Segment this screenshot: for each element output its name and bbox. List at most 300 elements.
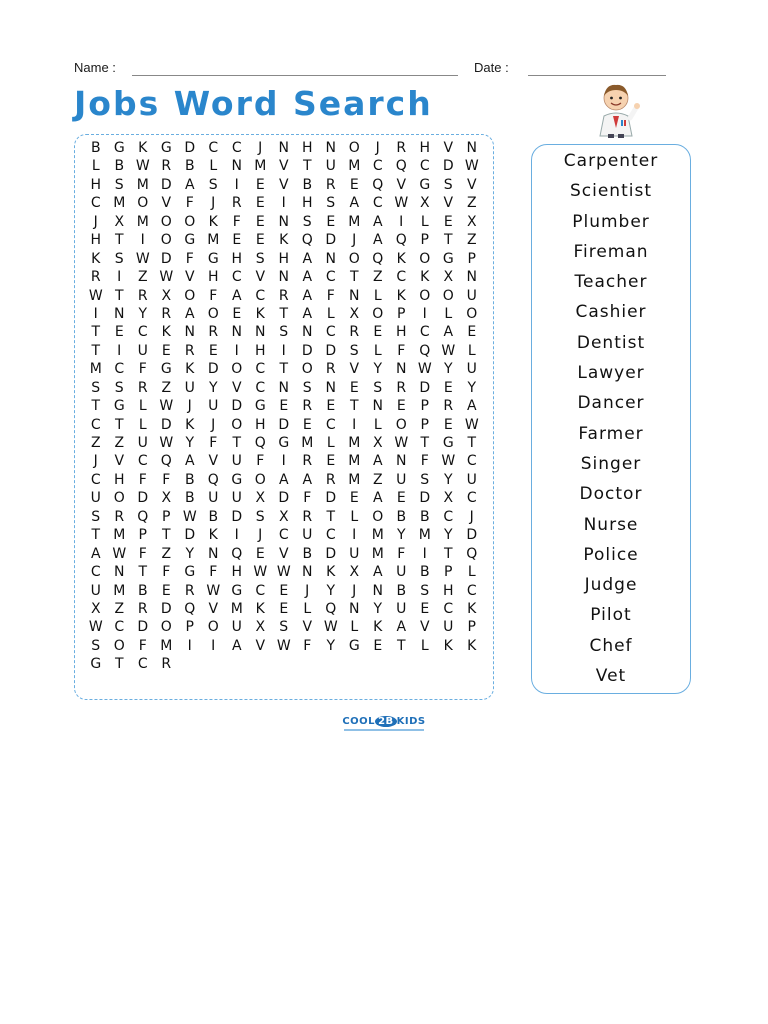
grid-letter[interactable]: O [442, 287, 454, 304]
grid-letter[interactable]: Q [301, 232, 313, 249]
grid-letter[interactable]: K [255, 305, 265, 322]
grid-letter[interactable]: H [254, 342, 266, 359]
grid-letter[interactable]: N [278, 213, 289, 230]
grid-letter[interactable]: S [443, 176, 453, 193]
grid-letter[interactable]: S [349, 342, 359, 359]
grid-letter[interactable]: F [162, 471, 171, 488]
grid-letter[interactable]: E [349, 379, 359, 396]
grid-letter[interactable]: I [399, 213, 404, 230]
grid-letter[interactable]: Y [138, 305, 148, 322]
grid-letter[interactable]: E [443, 379, 453, 396]
grid-letter[interactable]: A [231, 287, 242, 304]
grid-letter[interactable]: O [254, 471, 266, 488]
grid-letter[interactable]: D [137, 490, 149, 507]
grid-letter[interactable]: G [442, 435, 454, 451]
grid-letter[interactable]: C [419, 158, 430, 175]
grid-letter[interactable]: L [303, 600, 312, 617]
grid-letter[interactable]: M [348, 213, 361, 230]
grid-letter[interactable]: E [302, 416, 312, 433]
grid-letter[interactable]: W [88, 619, 103, 636]
grid-letter[interactable]: P [185, 619, 194, 636]
grid-letter[interactable]: Z [161, 379, 172, 396]
grid-letter[interactable]: D [442, 158, 454, 175]
grid-letter[interactable]: F [138, 361, 147, 378]
grid-letter[interactable]: E [373, 637, 383, 654]
grid-letter[interactable]: I [352, 416, 357, 433]
grid-letter[interactable]: X [90, 600, 101, 617]
grid-letter[interactable]: O [137, 195, 149, 212]
grid-letter[interactable]: W [135, 250, 150, 267]
grid-letter[interactable]: O [113, 490, 125, 507]
grid-letter[interactable]: I [211, 637, 216, 654]
grid-letter[interactable]: O [113, 637, 125, 654]
grid-letter[interactable]: K [208, 527, 218, 544]
grid-letter[interactable]: I [422, 545, 427, 562]
grid-letter[interactable]: L [350, 508, 359, 525]
grid-letter[interactable]: X [349, 305, 360, 322]
grid-letter[interactable]: X [372, 435, 383, 451]
grid-letter[interactable]: D [325, 342, 337, 359]
grid-letter[interactable]: O [372, 508, 384, 525]
grid-letter[interactable]: G [184, 232, 196, 249]
grid-letter[interactable]: D [160, 600, 172, 617]
grid-letter[interactable]: S [114, 176, 124, 193]
grid-letter[interactable]: N [231, 158, 242, 175]
grid-letter[interactable]: B [137, 582, 148, 599]
grid-letter[interactable]: R [184, 342, 195, 359]
grid-letter[interactable]: C [466, 582, 477, 599]
grid-letter[interactable]: T [349, 269, 359, 286]
grid-letter[interactable]: V [255, 637, 266, 654]
grid-letter[interactable]: W [276, 637, 291, 654]
grid-letter[interactable]: K [467, 600, 477, 617]
grid-letter[interactable]: T [91, 398, 101, 415]
grid-letter[interactable]: T [91, 527, 101, 544]
grid-letter[interactable]: E [420, 600, 430, 617]
grid-letter[interactable]: I [234, 342, 239, 359]
grid-letter[interactable]: J [305, 582, 310, 599]
grid-letter[interactable]: I [281, 342, 286, 359]
grid-letter[interactable]: N [302, 324, 313, 341]
grid-letter[interactable]: Q [207, 471, 219, 488]
grid-letter[interactable]: U [208, 398, 219, 415]
grid-letter[interactable]: F [162, 564, 171, 581]
grid-letter[interactable]: D [160, 250, 172, 267]
grid-letter[interactable]: K [161, 324, 171, 341]
grid-letter[interactable]: W [394, 195, 409, 212]
name-field[interactable] [132, 75, 458, 76]
grid-letter[interactable]: K [326, 564, 336, 581]
grid-letter[interactable]: A [184, 176, 195, 193]
grid-letter[interactable]: V [161, 195, 172, 212]
grid-letter[interactable]: M [113, 582, 126, 599]
grid-letter[interactable]: A [278, 471, 289, 488]
grid-letter[interactable]: N [349, 287, 360, 304]
grid-letter[interactable]: N [372, 582, 383, 599]
grid-letter[interactable]: N [325, 379, 336, 396]
grid-letter[interactable]: E [114, 324, 124, 341]
grid-letter[interactable]: K [443, 637, 453, 654]
grid-letter[interactable]: C [419, 324, 430, 341]
grid-letter[interactable]: U [325, 158, 336, 175]
grid-letter[interactable]: M [89, 361, 102, 378]
grid-letter[interactable]: P [420, 232, 429, 249]
grid-letter[interactable]: E [373, 324, 383, 341]
grid-letter[interactable]: I [281, 195, 286, 212]
grid-letter[interactable]: B [419, 564, 430, 581]
grid-letter[interactable]: B [184, 471, 195, 488]
grid-letter[interactable]: F [138, 637, 147, 654]
grid-letter[interactable]: C [137, 656, 148, 673]
grid-letter[interactable]: N [278, 269, 289, 286]
grid-letter[interactable]: L [138, 398, 147, 415]
grid-letter[interactable]: P [138, 527, 147, 544]
grid-letter[interactable]: E [255, 195, 265, 212]
grid-letter[interactable]: I [117, 342, 122, 359]
grid-letter[interactable]: L [326, 305, 335, 322]
grid-letter[interactable]: N [184, 324, 195, 341]
grid-letter[interactable]: A [372, 564, 383, 581]
grid-letter[interactable]: I [234, 176, 239, 193]
grid-letter[interactable]: S [279, 324, 289, 341]
grid-letter[interactable]: Y [208, 379, 218, 396]
grid-letter[interactable]: W [88, 287, 103, 304]
grid-letter[interactable]: V [208, 453, 219, 470]
grid-letter[interactable]: R [208, 324, 219, 341]
grid-letter[interactable]: N [349, 600, 360, 617]
grid-letter[interactable]: S [302, 379, 312, 396]
grid-letter[interactable]: U [466, 361, 477, 378]
grid-letter[interactable]: V [302, 619, 313, 636]
grid-letter[interactable]: H [395, 324, 407, 341]
grid-letter[interactable]: C [372, 195, 383, 212]
grid-letter[interactable]: E [326, 213, 336, 230]
grid-letter[interactable]: B [419, 508, 430, 525]
grid-letter[interactable]: R [137, 287, 148, 304]
grid-letter[interactable]: P [467, 250, 476, 267]
grid-letter[interactable]: K [91, 250, 101, 267]
grid-letter[interactable]: F [209, 435, 218, 451]
grid-letter[interactable]: Y [326, 637, 336, 654]
grid-letter[interactable]: C [396, 269, 407, 286]
grid-letter[interactable]: H [231, 250, 243, 267]
grid-letter[interactable]: C [325, 269, 336, 286]
grid-letter[interactable]: D [325, 545, 337, 562]
grid-letter[interactable]: E [279, 582, 289, 599]
grid-letter[interactable]: J [211, 195, 216, 212]
grid-letter[interactable]: A [396, 619, 407, 636]
grid-letter[interactable]: T [302, 158, 312, 175]
grid-letter[interactable]: U [349, 545, 360, 562]
grid-letter[interactable]: H [419, 140, 431, 156]
grid-letter[interactable]: X [255, 490, 266, 507]
grid-letter[interactable]: O [160, 213, 172, 230]
grid-letter[interactable]: A [443, 324, 454, 341]
grid-letter[interactable]: G [113, 398, 125, 415]
grid-letter[interactable]: K [138, 140, 148, 156]
grid-letter[interactable]: M [348, 453, 361, 470]
grid-letter[interactable]: O [348, 140, 360, 156]
grid-letter[interactable]: U [137, 435, 148, 451]
grid-letter[interactable]: Z [372, 269, 383, 286]
grid-letter[interactable]: K [420, 269, 430, 286]
grid-letter[interactable]: Z [114, 435, 125, 451]
grid-letter[interactable]: L [373, 416, 382, 433]
grid-letter[interactable]: W [323, 619, 338, 636]
grid-letter[interactable]: Q [395, 232, 407, 249]
grid-letter[interactable]: R [325, 361, 336, 378]
grid-letter[interactable]: I [117, 269, 122, 286]
grid-letter[interactable]: T [232, 435, 242, 451]
grid-letter[interactable]: R [161, 305, 172, 322]
grid-letter[interactable]: T [114, 656, 124, 673]
grid-letter[interactable]: K [396, 250, 406, 267]
grid-letter[interactable]: G [278, 435, 290, 451]
grid-letter[interactable]: M [348, 435, 361, 451]
grid-letter[interactable]: M [160, 637, 173, 654]
grid-letter[interactable]: S [420, 471, 430, 488]
grid-letter[interactable]: R [302, 398, 313, 415]
grid-letter[interactable]: R [114, 508, 125, 525]
grid-letter[interactable]: T [114, 287, 124, 304]
grid-letter[interactable]: B [396, 508, 407, 525]
grid-letter[interactable]: E [255, 213, 265, 230]
grid-letter[interactable]: G [231, 582, 243, 599]
grid-letter[interactable]: W [394, 435, 409, 451]
grid-letter[interactable]: S [208, 176, 218, 193]
grid-letter[interactable]: W [112, 545, 127, 562]
grid-letter[interactable]: S [91, 637, 101, 654]
grid-letter[interactable]: Q [137, 508, 149, 525]
grid-letter[interactable]: C [137, 453, 148, 470]
grid-letter[interactable]: T [91, 342, 101, 359]
grid-letter[interactable]: E [349, 176, 359, 193]
grid-letter[interactable]: T [420, 435, 430, 451]
grid-letter[interactable]: K [185, 416, 195, 433]
grid-letter[interactable]: M [371, 527, 384, 544]
grid-letter[interactable]: O [231, 361, 243, 378]
grid-letter[interactable]: F [185, 195, 194, 212]
grid-letter[interactable]: E [161, 342, 171, 359]
grid-letter[interactable]: D [160, 416, 172, 433]
grid-letter[interactable]: Q [184, 600, 196, 617]
grid-letter[interactable]: F [209, 564, 218, 581]
grid-letter[interactable]: O [395, 416, 407, 433]
grid-letter[interactable]: D [231, 398, 243, 415]
grid-letter[interactable]: B [396, 582, 407, 599]
grid-letter[interactable]: X [278, 508, 289, 525]
grid-letter[interactable]: W [159, 398, 174, 415]
grid-letter[interactable]: X [443, 269, 454, 286]
grid-letter[interactable]: E [326, 398, 336, 415]
grid-letter[interactable]: Y [373, 361, 383, 378]
grid-letter[interactable]: K [373, 619, 383, 636]
grid-letter[interactable]: D [325, 232, 337, 249]
grid-letter[interactable]: C [255, 582, 266, 599]
grid-letter[interactable]: D [160, 176, 172, 193]
grid-letter[interactable]: F [232, 213, 241, 230]
grid-letter[interactable]: U [90, 490, 101, 507]
grid-letter[interactable]: E [232, 232, 242, 249]
grid-letter[interactable]: B [114, 158, 125, 175]
grid-letter[interactable]: D [419, 379, 431, 396]
grid-letter[interactable]: J [93, 453, 98, 470]
grid-letter[interactable]: R [443, 398, 454, 415]
grid-letter[interactable]: Q [372, 250, 384, 267]
grid-letter[interactable]: N [302, 564, 313, 581]
grid-letter[interactable]: O [348, 250, 360, 267]
grid-letter[interactable]: A [184, 453, 195, 470]
grid-letter[interactable]: Y [443, 361, 453, 378]
grid-letter[interactable]: G [184, 564, 196, 581]
grid-letter[interactable]: H [231, 564, 243, 581]
grid-letter[interactable]: C [255, 379, 266, 396]
grid-letter[interactable]: H [90, 176, 102, 193]
grid-letter[interactable]: C [90, 471, 101, 488]
grid-letter[interactable]: R [90, 269, 101, 286]
grid-letter[interactable]: L [350, 619, 359, 636]
grid-letter[interactable]: T [349, 398, 359, 415]
grid-letter[interactable]: Q [372, 176, 384, 193]
grid-letter[interactable]: C [90, 195, 101, 212]
grid-letter[interactable]: V [396, 176, 407, 193]
grid-letter[interactable]: R [161, 656, 172, 673]
grid-letter[interactable]: I [281, 453, 286, 470]
grid-letter[interactable]: V [278, 158, 289, 175]
grid-letter[interactable]: I [140, 232, 145, 249]
grid-letter[interactable]: J [258, 527, 263, 544]
grid-letter[interactable]: D [419, 490, 431, 507]
grid-letter[interactable]: U [231, 619, 242, 636]
grid-letter[interactable]: V [208, 600, 219, 617]
grid-letter[interactable]: E [232, 305, 242, 322]
grid-letter[interactable]: B [302, 176, 313, 193]
grid-letter[interactable]: N [325, 250, 336, 267]
grid-letter[interactable]: D [184, 140, 196, 156]
grid-letter[interactable]: M [113, 195, 126, 212]
grid-letter[interactable]: H [301, 140, 313, 156]
grid-letter[interactable]: Z [161, 545, 172, 562]
grid-letter[interactable]: T [279, 305, 289, 322]
grid-letter[interactable]: X [466, 213, 477, 230]
grid-letter[interactable]: R [184, 582, 195, 599]
grid-letter[interactable]: Y [443, 471, 453, 488]
grid-letter[interactable]: T [443, 232, 453, 249]
grid-letter[interactable]: Y [326, 582, 336, 599]
grid-letter[interactable]: D [325, 490, 337, 507]
grid-letter[interactable]: P [397, 305, 406, 322]
grid-letter[interactable]: X [419, 195, 430, 212]
grid-letter[interactable]: E [255, 545, 265, 562]
grid-letter[interactable]: G [231, 471, 243, 488]
grid-letter[interactable]: O [160, 232, 172, 249]
grid-letter[interactable]: N [255, 324, 266, 341]
grid-letter[interactable]: D [301, 342, 313, 359]
grid-letter[interactable]: W [135, 158, 150, 175]
grid-letter[interactable]: C [137, 324, 148, 341]
grid-letter[interactable]: D [466, 527, 478, 544]
grid-letter[interactable]: W [417, 361, 432, 378]
grid-letter[interactable]: V [443, 140, 454, 156]
grid-letter[interactable]: P [420, 398, 429, 415]
grid-letter[interactable]: N [396, 453, 407, 470]
grid-letter[interactable]: A [302, 269, 313, 286]
grid-letter[interactable]: N [466, 269, 477, 286]
grid-letter[interactable]: Q [325, 600, 337, 617]
grid-letter[interactable]: C [466, 490, 477, 507]
grid-letter[interactable]: X [255, 619, 266, 636]
grid-letter[interactable]: K [208, 213, 218, 230]
grid-letter[interactable]: C [372, 158, 383, 175]
grid-letter[interactable]: S [91, 508, 101, 525]
grid-letter[interactable]: H [301, 195, 313, 212]
grid-letter[interactable]: I [93, 305, 98, 322]
grid-letter[interactable]: N [231, 324, 242, 341]
grid-letter[interactable]: A [372, 232, 383, 249]
grid-letter[interactable]: X [161, 490, 172, 507]
grid-letter[interactable]: G [419, 176, 431, 193]
grid-letter[interactable]: R [161, 158, 172, 175]
grid-letter[interactable]: V [349, 361, 360, 378]
grid-letter[interactable]: Q [466, 545, 478, 562]
grid-letter[interactable]: M [113, 527, 126, 544]
grid-letter[interactable]: N [114, 564, 125, 581]
grid-letter[interactable]: O [419, 287, 431, 304]
grid-letter[interactable]: E [279, 600, 289, 617]
grid-letter[interactable]: A [466, 398, 477, 415]
grid-letter[interactable]: R [302, 453, 313, 470]
grid-letter[interactable]: U [443, 619, 454, 636]
grid-letter[interactable]: W [464, 158, 479, 175]
grid-letter[interactable]: G [207, 250, 219, 267]
grid-letter[interactable]: E [161, 582, 171, 599]
grid-letter[interactable]: F [209, 287, 218, 304]
grid-letter[interactable]: T [91, 324, 101, 341]
grid-letter[interactable]: N [208, 545, 219, 562]
grid-letter[interactable]: P [420, 416, 429, 433]
grid-letter[interactable]: Y [443, 527, 453, 544]
grid-letter[interactable]: Y [373, 600, 383, 617]
grid-letter[interactable]: O [184, 287, 196, 304]
grid-letter[interactable]: U [396, 564, 407, 581]
grid-letter[interactable]: R [302, 508, 313, 525]
grid-letter[interactable]: M [207, 232, 220, 249]
grid-letter[interactable]: L [467, 564, 476, 581]
grid-letter[interactable]: R [137, 379, 148, 396]
grid-letter[interactable]: K [185, 361, 195, 378]
grid-letter[interactable]: G [348, 637, 360, 654]
grid-letter[interactable]: H [113, 471, 125, 488]
grid-letter[interactable]: L [209, 158, 218, 175]
grid-letter[interactable]: A [302, 287, 313, 304]
grid-letter[interactable]: R [396, 140, 407, 156]
grid-letter[interactable]: S [255, 250, 265, 267]
grid-letter[interactable]: I [422, 305, 427, 322]
grid-letter[interactable]: E [443, 416, 453, 433]
grid-letter[interactable]: Z [90, 435, 101, 451]
grid-letter[interactable]: C [255, 361, 266, 378]
grid-letter[interactable]: O [160, 619, 172, 636]
grid-letter[interactable]: K [279, 232, 289, 249]
grid-letter[interactable]: L [444, 305, 453, 322]
grid-letter[interactable]: B [90, 140, 101, 156]
grid-letter[interactable]: R [325, 176, 336, 193]
grid-letter[interactable]: Z [137, 269, 148, 286]
grid-letter[interactable]: G [442, 250, 454, 267]
grid-letter[interactable]: T [161, 527, 171, 544]
grid-letter[interactable]: V [255, 269, 266, 286]
grid-letter[interactable]: A [372, 453, 383, 470]
